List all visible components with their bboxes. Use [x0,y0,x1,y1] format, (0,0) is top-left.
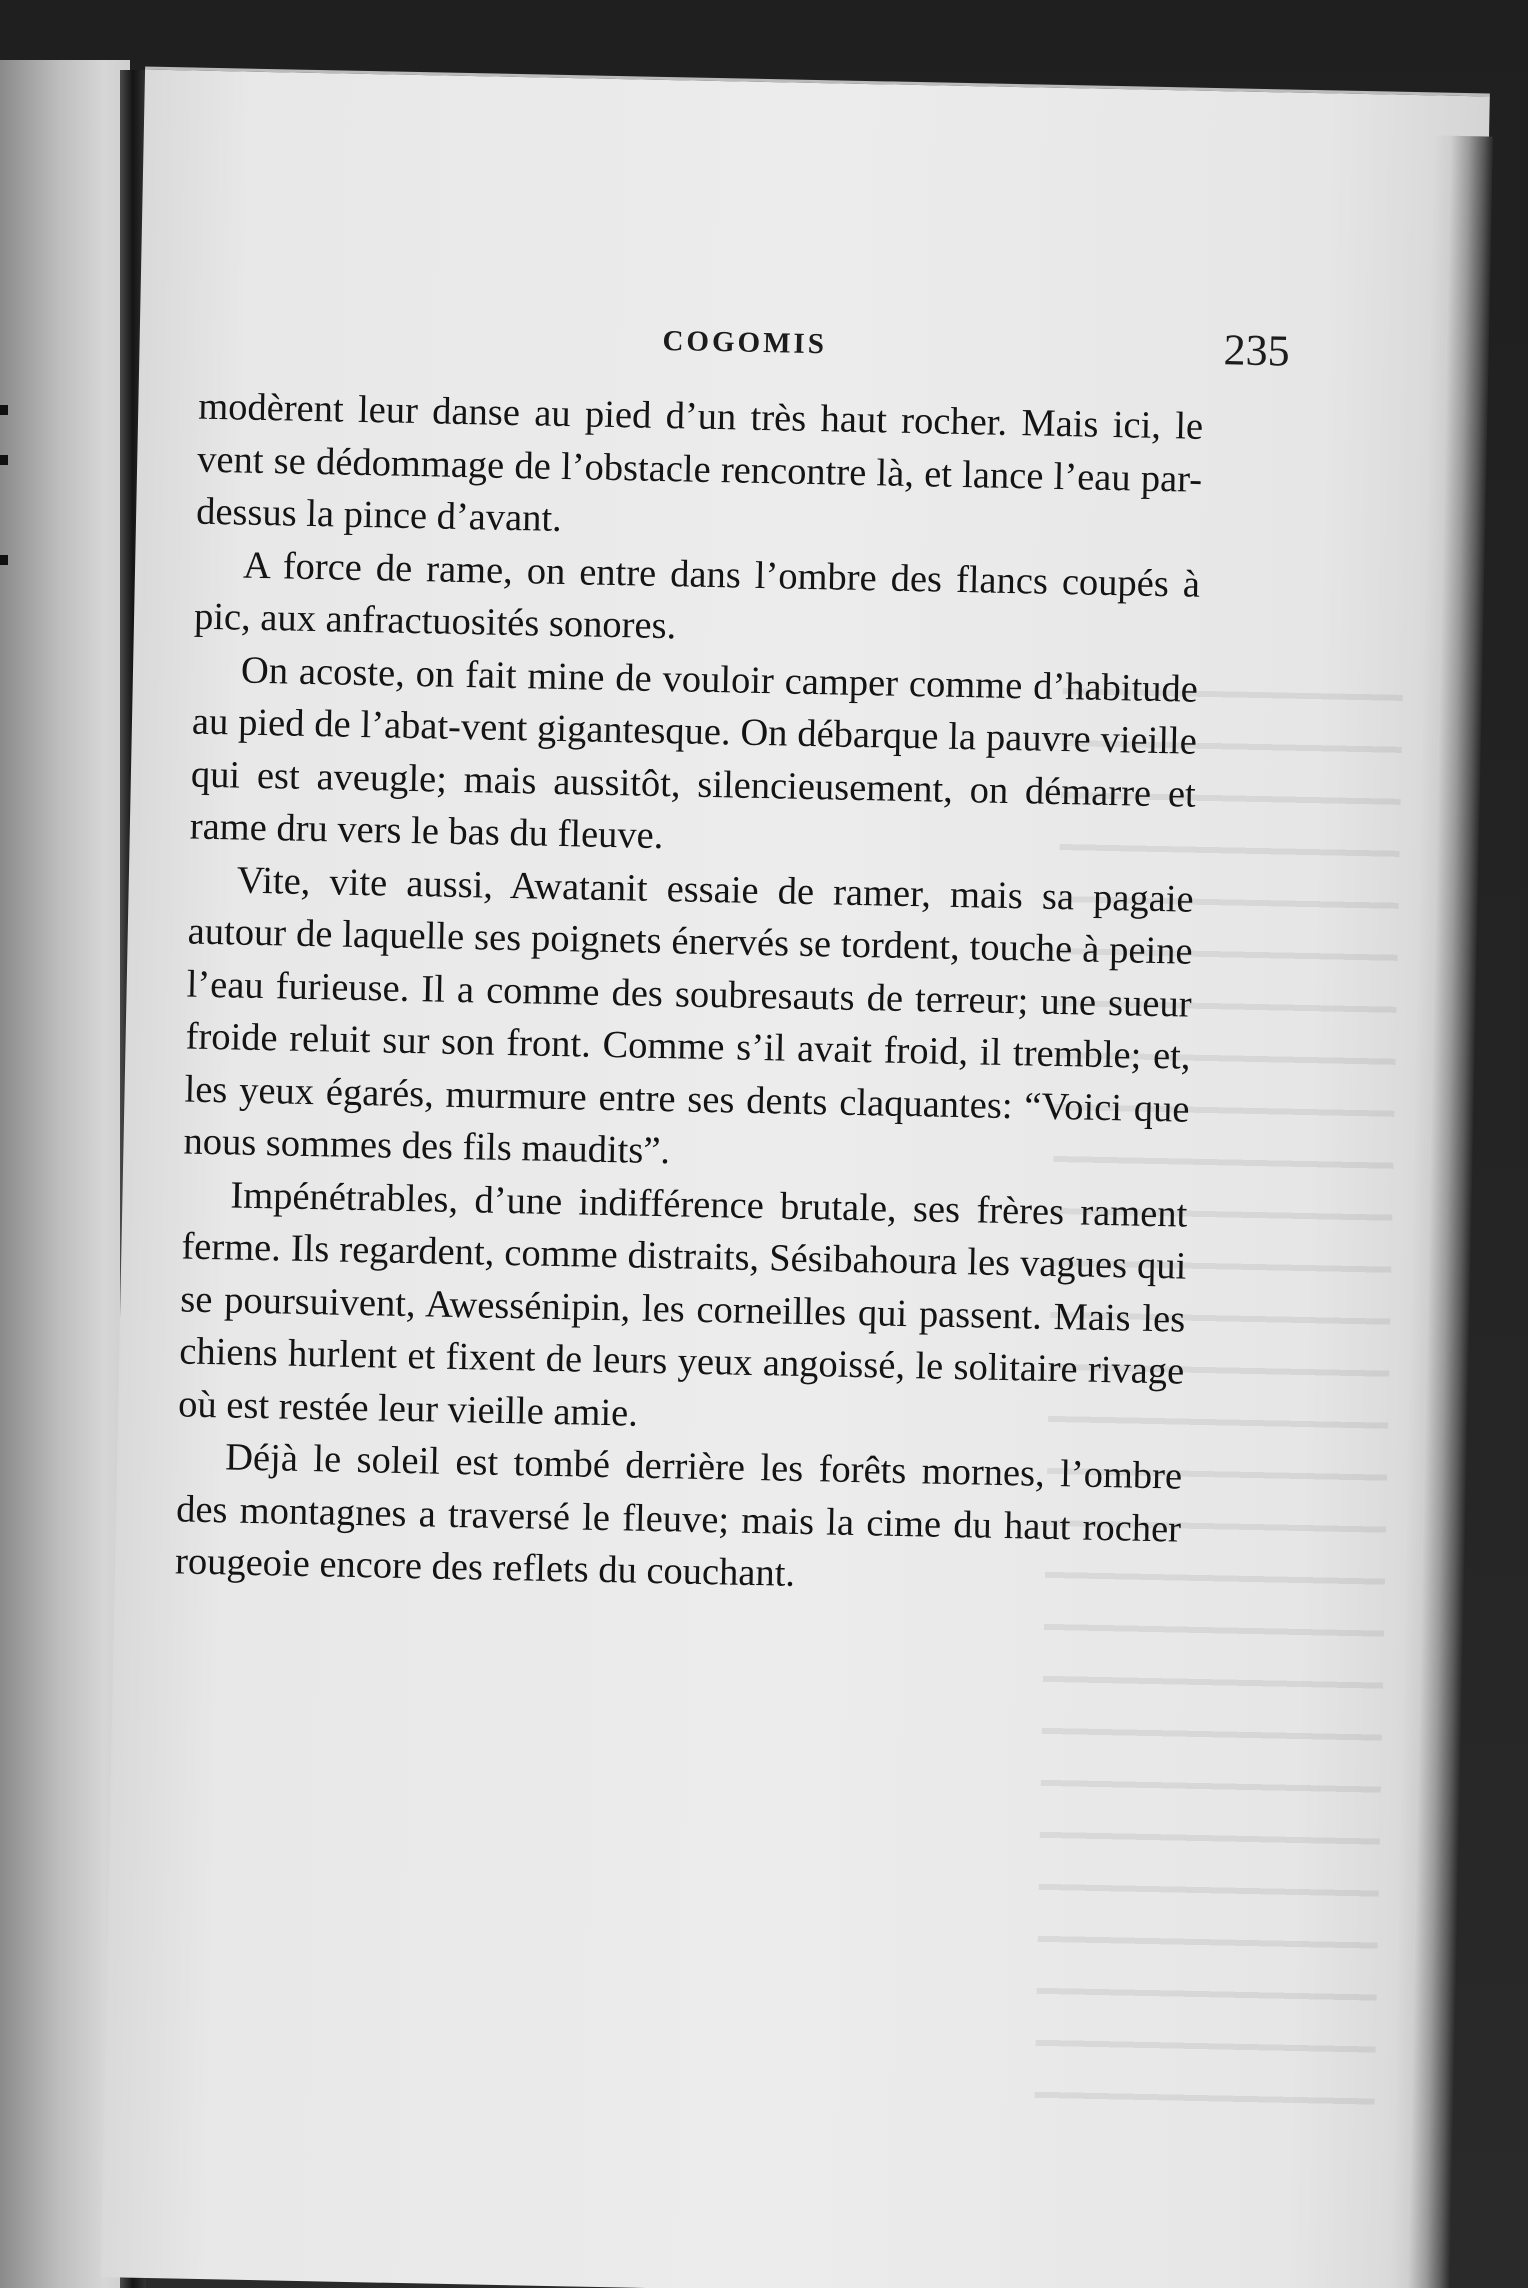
paragraph: Impénétrables, d’une indifférence brutale, ses frères rament ferme. Ils regardent, comme distraits, Sésibahoura les vagues qui se poursuivent, Awessénipin, les corneilles qui passent. Mais les chiens hurlent et fixent de leurs yeux angoissé, le solitaire rivage où est restée leur vieille amie. [177,1173,1188,1435]
book-page [101,67,1490,2288]
facing-page-mark [0,455,8,465]
paragraph: On acoste, on fait mine de vouloir camper comme d’habitude au pied de l’abat-vent gigantesque. On débarque la pauvre vieille qui est aveugle; mais aussitôt, silencieusement, on démarre et rame dru vers le bas du fleuve. [189,649,1199,858]
paragraph: modèrent leur danse au pied d’un très haut rocher. Mais ici, le vent se dédommage de l’obstacle rencontre là, et lance l’eau par-dessus la pince d’avant. [195,385,1204,540]
paragraph: A force de rame, on entre dans l’ombre des flancs coupés à pic, aux anfractuosités sonores. [193,544,1201,648]
page-number: 235 [1223,325,1291,376]
page-header [199,296,1290,398]
facing-page-mark [0,405,8,415]
page-fore-edge [1389,135,1493,2288]
paragraph: Déjà le soleil est tombé derrière les forêts mornes, l’ombre des montagnes a traversé le fleuve; mais la cime du haut rocher rougeoie encore des reflets du couchant. [174,1436,1183,1595]
running-title: COGOMIS [662,324,828,361]
paragraph: Vite, vite aussi, Awatanit essaie de ramer, mais sa pagaie autour de laquelle ses poignets énervés se tordent, touche à peine l’eau furieuse. Il a comme des soubresauts de terreur; une sueur froide reluit sur son front. Comme s’il avait froid, il tremble; et, les yeux égarés, murmure entre ses dents claquantes: “Voici que nous sommes des fils maudits”. [183,859,1195,1173]
body-text [175,381,1204,1608]
facing-page-mark [0,555,8,565]
